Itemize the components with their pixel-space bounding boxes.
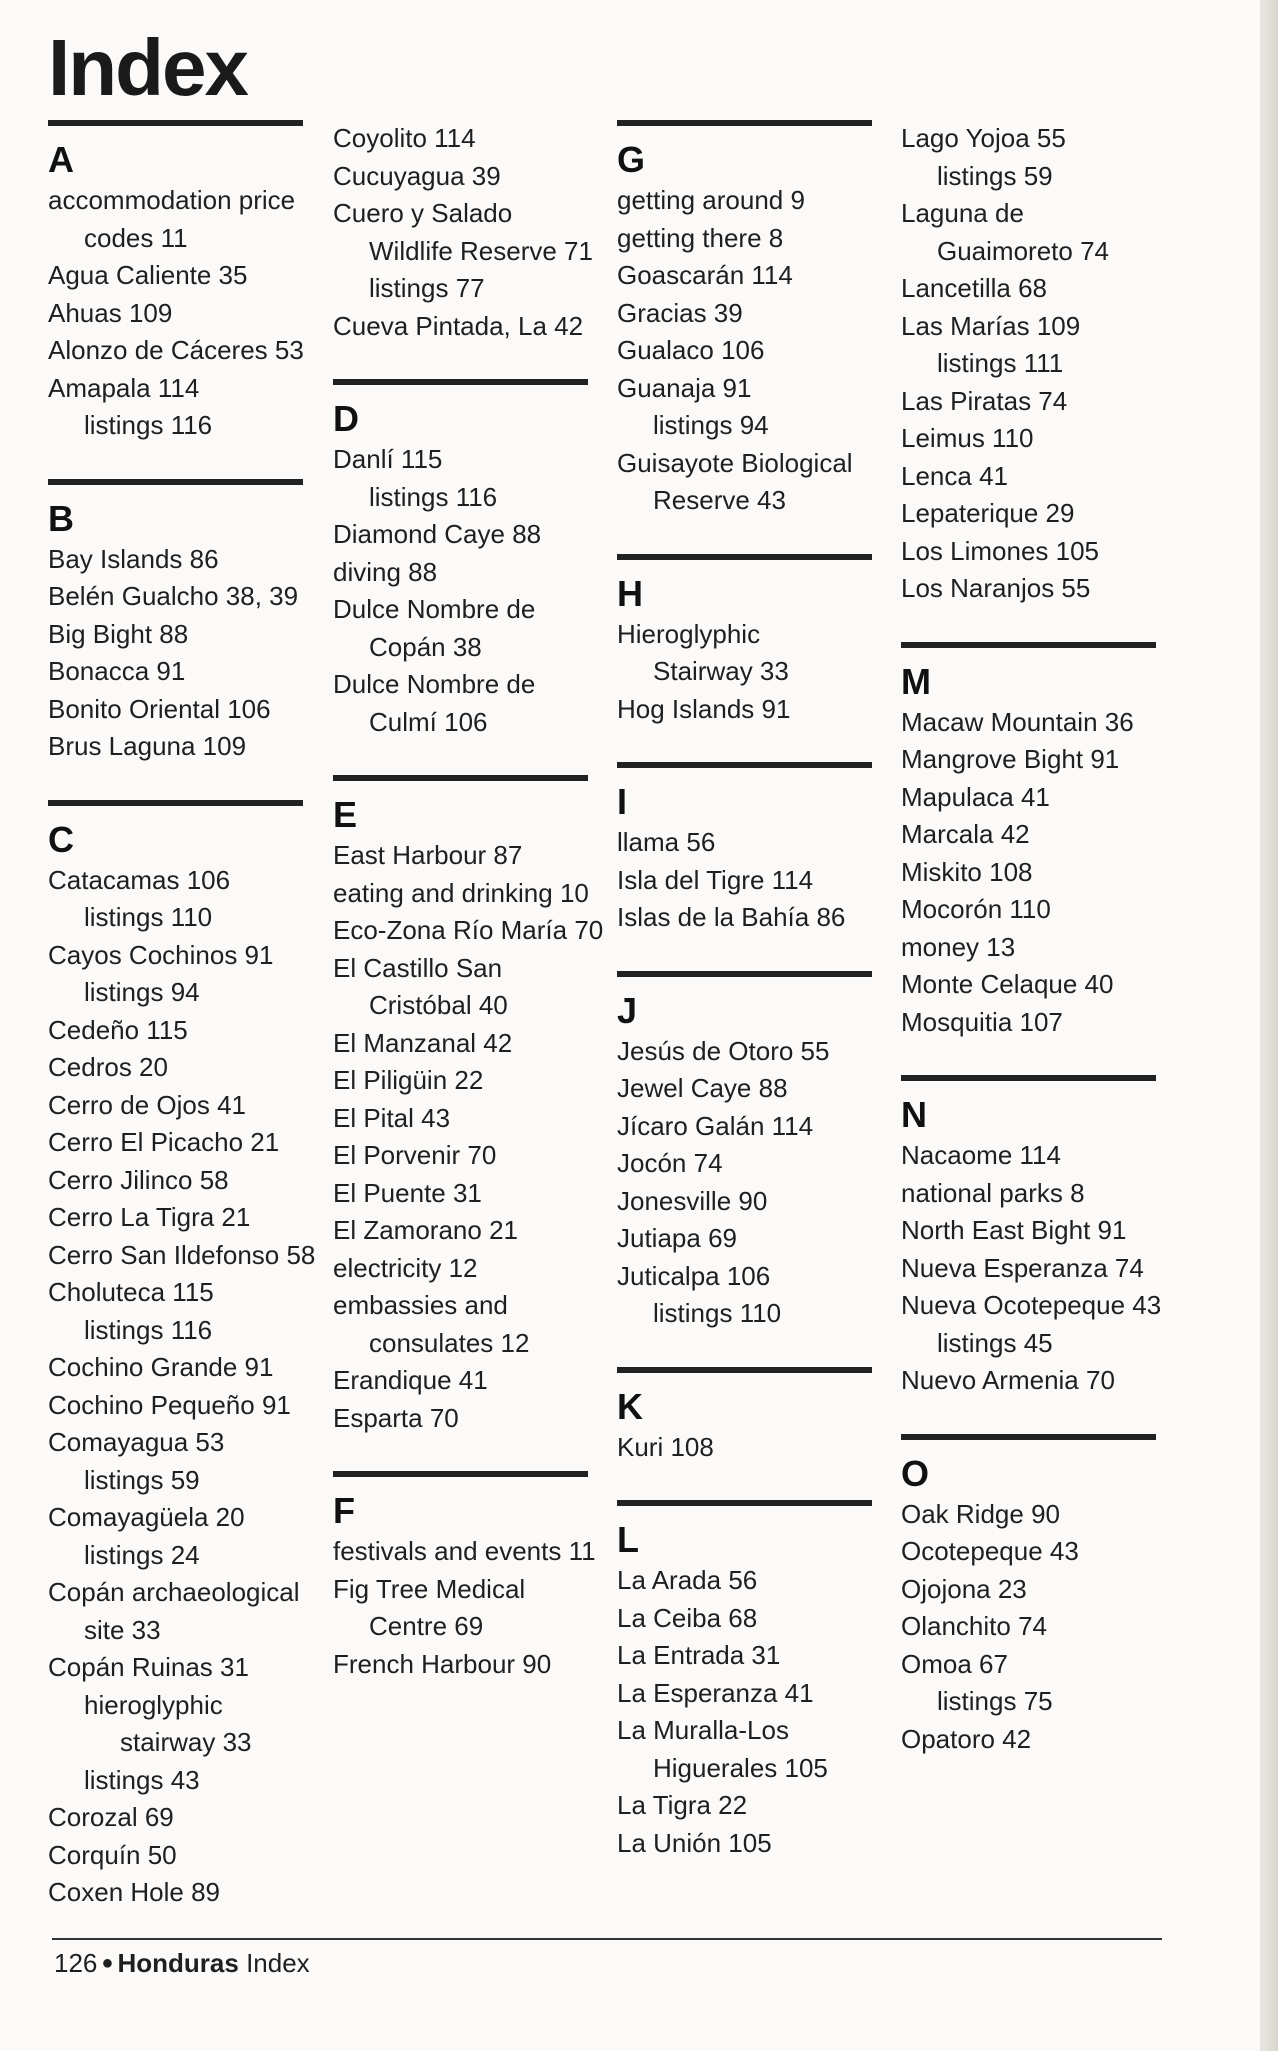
page-title: Index (48, 23, 247, 112)
index-entry: Jocón 74 (617, 1148, 723, 1178)
index-subentry: listings 59 (937, 160, 1053, 191)
index-section (901, 120, 1163, 608)
index-entry: East Harbour 87 (333, 840, 523, 870)
index-entry: Cueva Pintada, La 42 (333, 310, 584, 341)
index-subentry: listings 116 (84, 410, 213, 440)
index-section (48, 800, 316, 1912)
index-subentry: listings 43 (84, 1764, 200, 1795)
section-letter: C (48, 818, 74, 860)
index-entry: La Muralla-Los (617, 1715, 789, 1745)
index-entry: Mosquitia 107 (901, 1006, 1063, 1037)
index-subentry: Copán 38 (369, 631, 482, 662)
section-rule (617, 971, 872, 977)
index-subentry: Cristóbal 40 (369, 990, 508, 1020)
index-entry: La Esperanza 41 (617, 1677, 814, 1708)
section-letter: E (333, 794, 358, 835)
index-entry: Copán Ruinas 31 (48, 1652, 249, 1682)
index-entry: Guisayote Biological (617, 447, 853, 478)
index-subentry: consulates 12 (369, 1327, 530, 1358)
index-subentry: stairway 33 (120, 1727, 252, 1757)
index-entry: Islas de la Bahía 86 (617, 902, 846, 932)
index-entry: Ahuas 109 (48, 297, 173, 328)
index-entry: electricity 12 (333, 1252, 478, 1283)
index-entry: Omoa 67 (901, 1648, 1008, 1679)
section-rule (48, 120, 303, 126)
section-rule (617, 1500, 872, 1506)
index-entry: Mocorón 110 (901, 894, 1051, 924)
index-entry: Amapala 114 (48, 372, 200, 403)
index-entry: Brus Laguna 109 (48, 731, 247, 761)
index-section (617, 554, 879, 729)
index-subentry: Stairway 33 (653, 656, 789, 686)
index-section (333, 1471, 595, 1683)
index-entry: Bay Islands 86 (48, 543, 219, 574)
index-section (48, 120, 310, 445)
index-subentry: listings 45 (937, 1327, 1053, 1358)
book-title: Honduras (117, 1948, 239, 1978)
index-entry: Cerro El Picacho 21 (48, 1127, 280, 1157)
index-entry: Cochino Grande 91 (48, 1352, 274, 1382)
index-subentry: listings 110 (84, 902, 213, 932)
index-section (617, 762, 879, 937)
index-entry: La Tigra 22 (617, 1790, 748, 1820)
section-rule (333, 1471, 588, 1477)
section-letter: B (48, 497, 74, 539)
index-entry: Lenca 41 (901, 460, 1008, 491)
section-letter: I (617, 781, 628, 822)
index-entry: Gualaco 106 (617, 335, 765, 365)
index-entry: Las Piratas 74 (901, 385, 1068, 416)
index-entry: Cerro La Tigra 21 (48, 1202, 251, 1232)
index-column-1 (48, 120, 316, 1946)
index-subentry: listings 110 (653, 1298, 782, 1328)
section-letter: A (48, 139, 74, 180)
section-rule (901, 1434, 1156, 1440)
footer-section: Index (246, 1948, 310, 1978)
index-entry: Catacamas 106 (48, 864, 231, 895)
index-entry: Guanaja 91 (617, 372, 752, 403)
index-column-4 (901, 120, 1163, 1792)
index-entry: Comayagüela 20 (48, 1502, 245, 1532)
section-rule (901, 1075, 1156, 1081)
section-letter: N (901, 1094, 927, 1135)
page-number: 126 (54, 1948, 98, 1978)
index-entry: Coxen Hole 89 (48, 1877, 220, 1907)
index-entry: Lepaterique 29 (901, 498, 1075, 528)
index-entry: Olanchito 74 (901, 1611, 1047, 1641)
index-entry: Las Marías 109 (901, 310, 1081, 341)
index-entry: Cerro Jilinco 58 (48, 1164, 229, 1195)
index-entry: Lago Yojoa 55 (901, 123, 1066, 153)
index-entry: Danlí 115 (333, 444, 443, 474)
index-entry: llama 56 (617, 827, 716, 857)
index-entry: Cedeño 115 (48, 1014, 188, 1045)
index-section (617, 971, 879, 1333)
index-entry: Mangrove Bight 91 (901, 744, 1120, 774)
footer-rule (52, 1938, 1162, 1940)
section-rule (48, 479, 303, 485)
index-entry: Jesús de Otoro 55 (617, 1035, 830, 1066)
index-entry: Big Bight 88 (48, 618, 189, 649)
section-rule (333, 775, 588, 781)
index-entry: Corozal 69 (48, 1802, 174, 1832)
index-entry: Belén Gualcho 38, 39 (48, 581, 299, 611)
index-section (333, 379, 595, 741)
index-entry: diving 88 (333, 556, 438, 587)
index-entry: El Puente 31 (333, 1177, 482, 1208)
index-entry: Nueva Esperanza 74 (901, 1252, 1144, 1283)
index-entry: Ocotepeque 43 (901, 1536, 1079, 1566)
index-section (48, 479, 310, 766)
index-subentry: Reserve 43 (653, 485, 786, 515)
section-rule (617, 1367, 872, 1373)
index-entry: money 13 (901, 931, 1016, 962)
index-subentry: listings 94 (84, 977, 200, 1007)
index-entry: Cayos Cochinos 91 (48, 939, 274, 970)
index-entry: accommodation price (48, 185, 296, 215)
index-entry: Cedros 20 (48, 1052, 168, 1082)
index-entry: Monte Celaque 40 (901, 969, 1114, 999)
index-subentry: Guaimoreto 74 (937, 235, 1109, 266)
page-footer (54, 1946, 310, 1983)
index-entry: El Piligüin 22 (333, 1065, 484, 1095)
index-entry: Laguna de (901, 198, 1024, 228)
index-entry: Cucuyagua 39 (333, 160, 501, 191)
index-entry: Cerro de Ojos 41 (48, 1089, 246, 1120)
section-letter: O (901, 1452, 930, 1494)
index-entry: Goascarán 114 (617, 260, 793, 290)
index-entry: Esparta 70 (333, 1402, 459, 1433)
section-rule (48, 800, 303, 806)
index-subentry: Culmí 106 (369, 706, 488, 737)
index-subentry: listings 94 (653, 410, 769, 440)
index-entry: La Ceiba 68 (617, 1602, 758, 1633)
index-entry: Los Naranjos 55 (901, 573, 1091, 603)
index-entry: French Harbour 90 (333, 1648, 552, 1679)
index-section (901, 1434, 1163, 1759)
index-entry: Juticalpa 106 (617, 1260, 771, 1291)
index-section (617, 120, 879, 520)
section-letter: L (617, 1519, 639, 1560)
index-entry: Fig Tree Medical (333, 1573, 526, 1604)
index-entry: La Unión 105 (617, 1827, 772, 1858)
index-entry: festivals and events 11 (333, 1536, 596, 1566)
index-entry: Hieroglyphic (617, 618, 761, 649)
index-section (333, 775, 604, 1437)
section-rule (901, 642, 1156, 648)
index-entry: Kuri 108 (617, 1431, 714, 1462)
index-entry: Choluteca 115 (48, 1277, 214, 1307)
index-entry: Bonacca 91 (48, 656, 186, 686)
index-entry: Jícaro Galán 114 (617, 1110, 814, 1141)
index-entry: Corquín 50 (48, 1839, 177, 1870)
index-section (901, 1075, 1163, 1400)
index-entry: Marcala 42 (901, 819, 1030, 849)
index-subentry: listings 59 (84, 1464, 200, 1495)
index-entry: Dulce Nombre de (333, 594, 536, 624)
index-entry: Erandique 41 (333, 1365, 488, 1395)
index-entry: El Zamorano 21 (333, 1215, 518, 1245)
index-entry: Mapulaca 41 (901, 781, 1050, 812)
index-entry: El Porvenir 70 (333, 1140, 497, 1170)
section-rule (333, 379, 588, 385)
section-letter: M (901, 660, 931, 702)
index-entry: Hog Islands 91 (617, 693, 791, 724)
index-entry: Bonito Oriental 106 (48, 693, 271, 724)
index-entry: Alonzo de Cáceres 53 (48, 335, 304, 365)
index-column-2 (333, 120, 604, 1717)
index-entry: Comayagua 53 (48, 1427, 225, 1457)
index-entry: Leimus 110 (901, 423, 1034, 453)
section-rule (617, 120, 872, 126)
index-entry: Gracias 39 (617, 297, 743, 328)
index-entry: Copán archaeological (48, 1577, 300, 1607)
index-subentry: listings 24 (84, 1539, 200, 1570)
index-section (333, 120, 595, 345)
section-letter: J (617, 989, 638, 1031)
index-entry: La Entrada 31 (617, 1640, 781, 1670)
section-letter: D (333, 398, 359, 439)
index-entry: Jewel Caye 88 (617, 1073, 788, 1103)
index-entry: Oak Ridge 90 (901, 1498, 1060, 1529)
section-letter: G (617, 139, 646, 180)
index-entry: embassies and (333, 1290, 508, 1320)
index-subentry: Wildlife Reserve 71 (369, 235, 593, 266)
index-entry: Nuevo Armenia 70 (901, 1365, 1115, 1395)
index-subentry: Centre 69 (369, 1611, 484, 1641)
index-entry: Los Limones 105 (901, 535, 1100, 566)
index-entry: Diamond Caye 88 (333, 519, 542, 549)
page-edge (1260, 0, 1278, 2051)
index-entry: El Pital 43 (333, 1102, 451, 1133)
index-entry: Cochino Pequeño 91 (48, 1389, 291, 1420)
index-entry: Nacaome 114 (901, 1140, 1061, 1170)
index-entry: Nueva Ocotepeque 43 (901, 1290, 1162, 1320)
index-entry: Isla del Tigre 114 (617, 864, 814, 895)
index-entry: Ojojona 23 (901, 1573, 1027, 1604)
index-subentry: codes 11 (84, 222, 188, 253)
index-entry: Jonesville 90 (617, 1185, 768, 1216)
index-subentry: listings 75 (937, 1686, 1053, 1716)
index-entry: Agua Caliente 35 (48, 260, 248, 290)
index-entry: Coyolito 114 (333, 123, 476, 153)
index-entry: Lancetilla 68 (901, 273, 1047, 303)
index-entry: eating and drinking 10 (333, 877, 589, 908)
index-entry: Jutiapa 69 (617, 1223, 737, 1253)
section-letter: K (617, 1385, 643, 1427)
index-column-3 (617, 120, 879, 1896)
index-subentry: site 33 (84, 1614, 161, 1645)
section-letter: H (617, 572, 643, 614)
index-entry: Opatoro 42 (901, 1723, 1032, 1754)
index-entry: El Castillo San (333, 952, 503, 983)
index-section (901, 642, 1163, 1042)
index-subentry: listings 111 (937, 348, 1064, 378)
index-subentry: hieroglyphic (84, 1689, 223, 1720)
index-entry: getting there 8 (617, 222, 784, 253)
index-section (617, 1367, 879, 1467)
index-entry: North East Bight 91 (901, 1215, 1127, 1245)
index-entry: Cerro San Ildefonso 58 (48, 1239, 316, 1270)
index-subentry: Higuerales 105 (653, 1752, 828, 1783)
section-rule (617, 554, 872, 560)
index-entry: Eco-Zona Río María 70 (333, 915, 604, 945)
index-entry: national parks 8 (901, 1177, 1085, 1208)
index-entry: getting around 9 (617, 185, 805, 215)
index-entry: El Manzanal 42 (333, 1027, 513, 1058)
index-entry: Dulce Nombre de (333, 669, 536, 699)
index-subentry: listings 77 (369, 273, 485, 303)
bullet-icon: ● (101, 1952, 114, 1974)
index-subentry: listings 116 (369, 481, 498, 512)
index-entry: Macaw Mountain 36 (901, 706, 1134, 737)
index-subentry: listings 116 (84, 1314, 213, 1345)
index-section (617, 1500, 879, 1862)
index-entry: Cuero y Salado (333, 198, 513, 228)
section-letter: F (333, 1490, 355, 1531)
index-entry: La Arada 56 (617, 1565, 758, 1595)
index-entry: Miskito 108 (901, 856, 1033, 887)
section-rule (617, 762, 872, 768)
